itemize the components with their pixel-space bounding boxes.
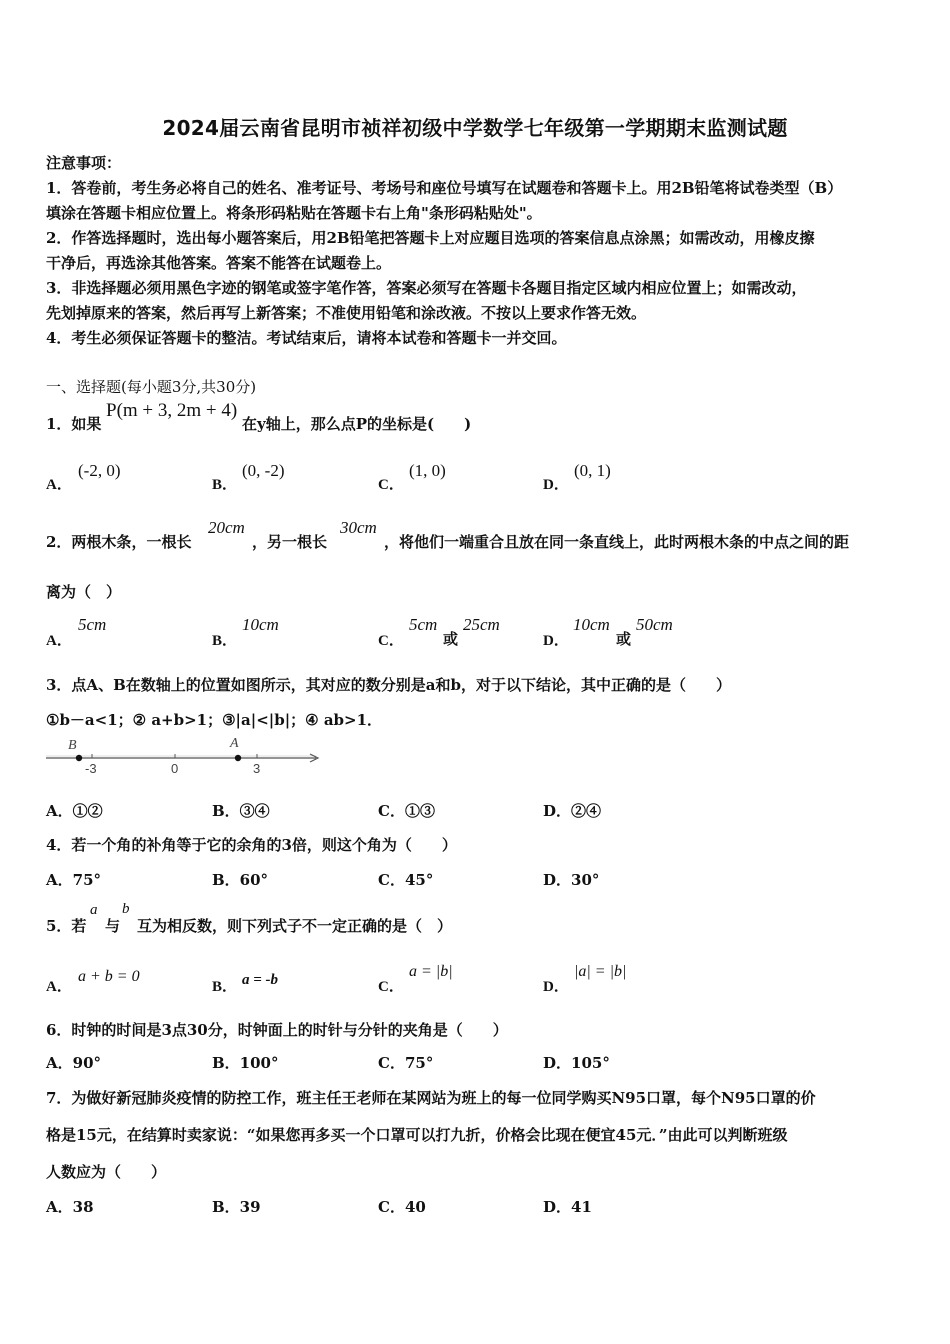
q2-option-d-or: 或 xyxy=(616,630,632,648)
q4-option-d: D．30° xyxy=(543,871,600,889)
q2-option-c-value-2: 25cm xyxy=(463,615,500,634)
q4-option-b: B．60° xyxy=(212,871,269,889)
q5-var-b: b xyxy=(122,901,130,917)
q7-option-c: C．40 xyxy=(378,1198,426,1216)
notice-item-1b: 填涂在答题卡相应位置上。将条形码粘贴在答题卡右上角"条形码粘贴处"。 xyxy=(46,204,542,222)
q6-option-d: D．105° xyxy=(543,1054,610,1072)
q2-stem-pre: 2．两根木条，一根长 xyxy=(46,533,192,551)
tick-label-0: 0 xyxy=(171,761,179,776)
q5-var-a: a xyxy=(90,902,98,918)
q2-option-c-or: 或 xyxy=(443,630,459,648)
q1-option-c-value: (1, 0) xyxy=(409,461,446,480)
q5-stem-post: 互为相反数，则下列式子不一定正确的是（ ） xyxy=(137,917,453,935)
point-b-dot xyxy=(76,755,82,761)
notice-item-2b: 干净后，再选涂其他答案。答案不能答在试题卷上。 xyxy=(46,254,392,272)
q1-option-b-value: (0, -2) xyxy=(242,461,285,480)
number-line-figure xyxy=(44,734,324,776)
q2-option-a-value: 5cm xyxy=(78,615,107,634)
q2-option-b-label: B． xyxy=(212,633,238,649)
q3-option-c: C．①③ xyxy=(378,802,435,820)
q5-option-d-value: |a| = |b| xyxy=(574,963,627,980)
q3-conclusions: ①b－a<1；② a+b>1；③|a|<|b|；④ ab>1． xyxy=(46,711,383,729)
notice-item-2a: 2．作答选择题时，选出每小题答案后，用2B铅笔把答题卡上对应题目选项的答案信息点涂黑；如需改动，用橡皮擦 xyxy=(46,229,815,247)
q3-option-d: D．②④ xyxy=(543,802,602,820)
q2-option-b-value: 10cm xyxy=(242,615,279,634)
point-b-label: B xyxy=(68,738,77,753)
q7-option-b: B．39 xyxy=(212,1198,261,1216)
q1-stem-post: 在y轴上，那么点P的坐标是( ) xyxy=(242,415,472,433)
q2-stem-line2: 离为（ ） xyxy=(46,583,122,601)
q6-option-a: A．90° xyxy=(46,1054,102,1072)
q5-stem-pre: 5．若 xyxy=(46,917,87,935)
notice-heading: 注意事项： xyxy=(46,154,122,172)
q5-option-a-label: A． xyxy=(46,979,72,995)
q5-stem-mid: 与 xyxy=(105,917,121,935)
q4-option-a: A．75° xyxy=(46,871,102,889)
q1-stem-pre: 1．如果 xyxy=(46,415,102,433)
q1-option-c-label: C． xyxy=(378,477,404,493)
q6-option-b: B．100° xyxy=(212,1054,279,1072)
q6-stem: 6．时钟的时间是3点30分，时钟面上的时针与分针的夹角是（ ） xyxy=(46,1021,508,1039)
q5-option-a-value: a + b = 0 xyxy=(78,968,140,985)
q2-option-d-label: D． xyxy=(543,633,569,649)
point-a-dot xyxy=(235,755,241,761)
notice-item-4: 4．考生必须保证答题卡的整洁。考试结束后，请将本试卷和答题卡一并交回。 xyxy=(46,329,567,347)
q5-option-d-label: D． xyxy=(543,979,569,995)
q7-option-a: A．38 xyxy=(46,1198,94,1216)
q5-option-b-label: B． xyxy=(212,979,238,995)
q5-option-b-value: a = -b xyxy=(242,972,279,988)
q2-option-a-label: A． xyxy=(46,633,72,649)
q6-option-c: C．75° xyxy=(378,1054,434,1072)
q1-point-expression: P(m + 3, 2m + 4) xyxy=(106,400,238,421)
q7-stem-line3: 人数应为（ ） xyxy=(46,1163,167,1181)
q2-stem-mid: ，另一根长 xyxy=(252,533,328,551)
tick-label-minus3: -3 xyxy=(85,761,97,776)
q1-option-a-value: (-2, 0) xyxy=(78,461,121,480)
q2-length-1: 20cm xyxy=(208,518,245,537)
q5-option-c-value: a = |b| xyxy=(409,963,453,980)
q3-option-b: B．③④ xyxy=(212,802,270,820)
q7-stem-line2: 格是15元，在结算时卖家说：“如果您再多买一个口罩可以打九折，价格会比现在便宜45元．”由此可以判断班级 xyxy=(46,1126,788,1144)
q5-option-c-label: C． xyxy=(378,979,404,995)
point-a-label: A xyxy=(230,736,239,751)
notice-item-3a: 3．非选择题必须用黑色字迹的钢笔或签字笔作答，答案必须写在答题卡各题目指定区域内相应位置上；如需改动， xyxy=(46,279,807,297)
notice-item-3b: 先划掉原来的答案，然后再写上新答案；不准使用铅笔和涂改液。不按以上要求作答无效。 xyxy=(46,304,647,322)
q2-option-c-value-1: 5cm xyxy=(409,615,438,634)
q1-option-d-label: D． xyxy=(543,477,569,493)
q1-option-a-label: A． xyxy=(46,477,72,493)
q2-option-c-label: C． xyxy=(378,633,404,649)
q2-stem-post: ，将他们一端重合且放在同一条直线上，此时两根木条的中点之间的距 xyxy=(384,533,850,551)
page-title: 2024届云南省昆明市祯祥初级中学数学七年级第一学期期末监测试题 xyxy=(162,116,788,140)
tick-label-3: 3 xyxy=(253,761,261,776)
q2-option-d-value-2: 50cm xyxy=(636,615,673,634)
q2-length-2: 30cm xyxy=(340,518,377,537)
q4-stem: 4．若一个角的补角等于它的余角的3倍，则这个角为（ ） xyxy=(46,836,457,854)
notice-item-1a: 1．答卷前，考生务必将自己的姓名、准考证号、考场号和座位号填写在试题卷和答题卡上。用2B铅笔将试卷类型（B） xyxy=(46,179,843,197)
q3-option-a: A．①② xyxy=(46,802,103,820)
q2-option-d-value-1: 10cm xyxy=(573,615,610,634)
q1-option-d-value: (0, 1) xyxy=(574,461,611,480)
q7-option-d: D．41 xyxy=(543,1198,592,1216)
q3-stem: 3．点A、B在数轴上的位置如图所示，其对应的数分别是a和b，对于以下结论，其中正确的是（ ） xyxy=(46,676,731,694)
q1-option-b-label: B． xyxy=(212,477,238,493)
q4-option-c: C．45° xyxy=(378,871,434,889)
section-heading: 一、选择题(每小题3分,共30分) xyxy=(46,378,257,396)
q7-stem-line1: 7．为做好新冠肺炎疫情的防控工作，班主任王老师在某网站为班上的每一位同学购买N95口罩，每个N95口罩的价 xyxy=(46,1089,816,1107)
